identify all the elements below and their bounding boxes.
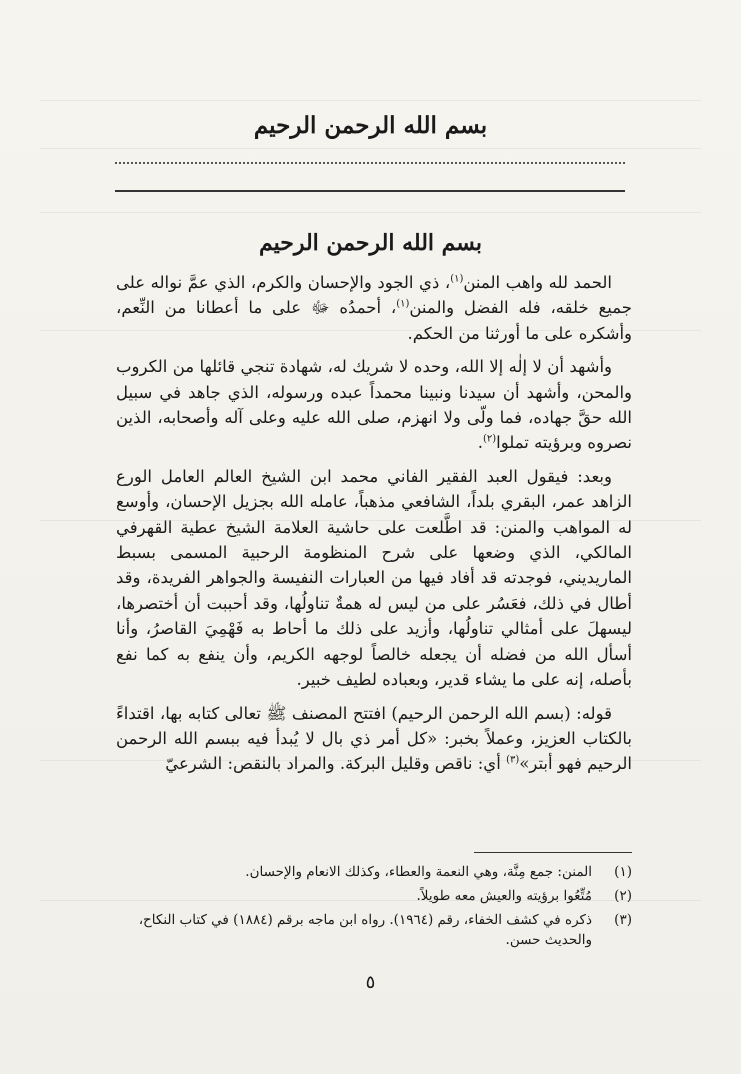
footnote-text: ذكره في كشف الخفاء، رقم (١٩٦٤). رواه ابن ماجه برقم (١٨٨٤) في كتاب النكاح، والحديث حسن. bbox=[138, 912, 592, 948]
footnote-ref[interactable]: (١) bbox=[450, 273, 464, 285]
footnote-number: (١) bbox=[614, 864, 632, 880]
footnote bbox=[116, 862, 632, 882]
paragraph-text: . bbox=[477, 433, 483, 453]
footnote bbox=[116, 886, 632, 906]
main-text bbox=[116, 270, 632, 785]
paragraph-text: وبعد: فيقول العبد الفقير الفاني محمد ابن الشيخ العالم العامل الورع الزاهد عمر، البقري بلداً، الشافعي مذهباً، عامله الله بجزيل الإحسان، وأوسع له المواهب والمنن: قد اطَّلعت على حاشية العلامة الشيخ عطية القهرفي المالكي، الذي وضعها على شرح المنظومة الرحبية المسمى بسبط الماريديني، فوجدته قد أفاد فيها من العبارات النفيسة والجواهر الفريدة، وقد أطال في ذلك، فعَسُر على من ليس له همةٌ تناولُها، وقد أحببت أن أختصرها، ليسهلَ على أمثالي تناولُها، وأزيد على ذلك ما أحاط به فَهْمِيَ القاصرُ، وأنا أسأل الله من فضله أن يجعله خالصاً لوجهه الكريم، وأن ينفع به كما نفع بأصله، إنه على ما يشاء قدير، وبعباده لطيف خبير. bbox=[116, 466, 632, 690]
paragraph-text: قوله: (بسم الله الرحمن الرحيم) افتتح المصنف ﷺ تعالى كتابه بها، اقتداءً بالكتاب العزيز، وعملاً بخبر: «كل أمر ذي بال لا يُبدأ فيه ببسم الله الرحمن الرحيم فهو أبتر» bbox=[116, 703, 632, 774]
paragraph-text: ، ذي الجود والإحسان والكرم، الذي عمَّ نواله على جميع خلقه، فله الفضل والمنن bbox=[116, 273, 632, 318]
bismillah-heading: بسم الله الرحمن الرحيم bbox=[258, 230, 483, 256]
paragraph bbox=[116, 354, 632, 456]
paragraph-text: ، أحمدُه ﷻ على ما أعطانا من النِّعم، وأشكره على ما أورثنا من الحكم. bbox=[116, 298, 632, 343]
paragraph-text: أي: ناقص وقليل البركة. والمراد بالنقص: الشرعيّ bbox=[165, 754, 507, 774]
footnotes bbox=[116, 862, 632, 954]
paragraph bbox=[116, 464, 632, 693]
footnote-number: (٢) bbox=[614, 888, 632, 904]
footnote bbox=[116, 910, 632, 950]
page-number: ٥ bbox=[365, 972, 376, 993]
paragraph-text: الحمد لله واهب المنن bbox=[463, 273, 612, 292]
footnote-ref[interactable]: (١) bbox=[396, 298, 410, 310]
paragraph bbox=[116, 270, 632, 346]
paragraph-text: وأشهد أن لا إلٰه إلا الله، وحده لا شريك له، شهادة تنجي قائلها من الكروب والمحن، وأشهد أن سيدنا ونبينا محمداً عبده ورسوله، الذي جاهد في سبيل الله حقَّ جهاده، فما ولّى ولا انهزم، صلى الله عليه وعلى آله وأصحابه، الذين نصروه وبرؤيته تملوا bbox=[116, 357, 632, 453]
footnote-number: (٣) bbox=[614, 912, 632, 928]
footnote-text: مُتِّعُوا برؤيته والعيش معه طويلاً. bbox=[416, 888, 592, 904]
paragraph bbox=[116, 701, 632, 777]
footnote-ref[interactable]: (٣) bbox=[506, 754, 520, 766]
footnote-rule bbox=[474, 852, 632, 853]
dotted-divider bbox=[115, 162, 625, 164]
footnote-text: المنن: جمع مِنَّة، وهي النعمة والعطاء، وكذلك الانعام والإحسان. bbox=[245, 864, 592, 880]
footnote-ref[interactable]: (٢) bbox=[482, 433, 497, 445]
header-rule bbox=[115, 190, 625, 192]
bismillah-heading-top: بسم الله الرحمن الرحيم bbox=[253, 112, 488, 139]
